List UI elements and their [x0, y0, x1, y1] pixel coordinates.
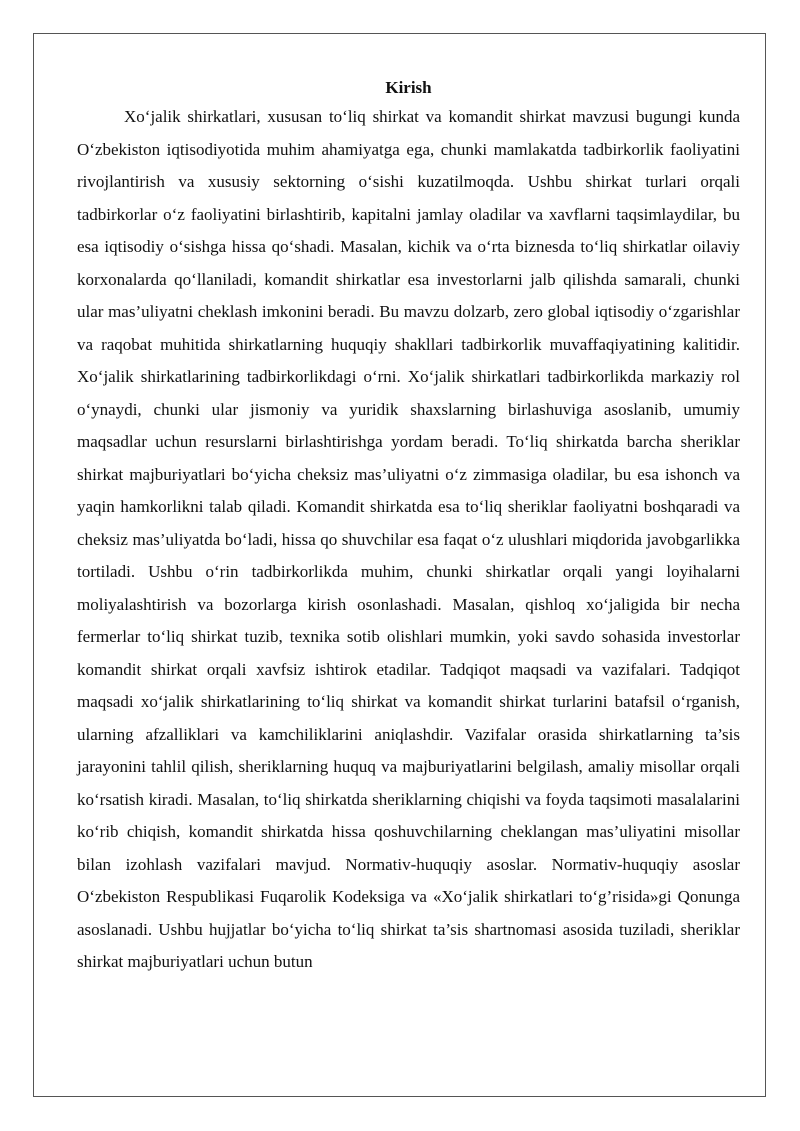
body-paragraph: Xo‘jalik shirkatlari, xususan to‘liq shirkat va komandit shirkat mavzusi bugungi kunda O‘zbekiston iqtisodiyotida muhim ahamiyatga ega, chunki mamlakatda tadbirkorlik faoliyatini rivojlantirish va xususiy sektorning o‘sishi kuzatilmoqda. Ushbu shirkat turlari orqali tadbirkorlar o‘z faoliyatini birlashtirib, kapitalni jamlay oladilar va xavflarni taqsimlaydilar, bu esa iqtisodiy o‘sishga hissa qo‘shadi. Masalan, kichik va o‘rta biznesda to‘liq shirkatlar oilaviy korxonalarda qo‘llaniladi, komandit shirkatlar esa investorlarni jalb qilishda samarali, chunki ular mas’uliyatni cheklash imkonini beradi. Bu mavzu dolzarb, zero global iqtisodiy o‘zgarishlar va raqobat muhitida shirkatlarning huquqiy shakllari tadbirkorlik muvaffaqiyatining kalitidir. Xo‘jalik shirkatlarining tadbirkorlikdagi o‘rni. Xo‘jalik shirkatlari tadbirkorlikda markaziy rol o‘ynaydi, chunki ular jismoniy va yuridik shaxslarning birlashuviga asoslanib, umumiy maqsadlar uchun resurslarni birlashtirishga yordam beradi. To‘liq shirkatda barcha sheriklar shirkat majburiyatlari bo‘yicha cheksiz mas’uliyatni o‘z zimmasiga oladilar, bu esa ishonch va yaqin hamkorlikni talab qiladi. Komandit shirkatda esa to‘liq sheriklar faoliyatni boshqaradi va cheksiz mas’uliyatda bo‘ladi, hissa qo shuvchilar esa faqat o‘z ulushlari miqdorida javobgarlikka tortiladi. Ushbu o‘rin tadbirkorlikda muhim, chunki shirkatlar orqali yangi loyihalarni moliyalashtirish va bozorlarga kirish osonlashadi. Masalan, qishloq xo‘jaligida bir necha fermerlar to‘liq shirkat tuzib, texnika sotib olishlari mumkin, yoki savdo sohasida investorlar komandit shirkat orqali xavfsiz ishtirok etadilar. Tadqiqot maqsadi va vazifalari. Tadqiqot maqsadi xo‘jalik shirkatlarining to‘liq shirkat va komandit shirkat turlarini batafsil o‘rganish, ularning afzalliklari va kamchiliklarini aniqlashdir. Vazifalar orasida shirkatlarning ta’sis jarayonini tahlil qilish, sheriklarning huquq va majburiyatlarini belgilash, amaliy misollar orqali ko‘rsatish kiradi. Masalan, to‘liq shirkatda sheriklarning chiqishi va foyda taqsimoti masalalarini ko‘rib chiqish, komandit shirkatda hissa qoshuvchilarning cheklangan mas’uliyatini misollar bilan izohlash vazifalari mavjud. Normativ-huquqiy asoslar. Normativ-huquqiy asoslar O‘zbekiston Respublikasi Fuqarolik Kodeksiga va «Xo‘jalik shirkatlari to‘g’risida»gi Qonunga asoslanadi. Ushbu hujjatlar bo‘yicha to‘liq shirkat ta’sis shartnomasi asosida tuziladi, sheriklar shirkat majburiyatlari uchun butun: [77, 107, 740, 971]
document-title: Kirish: [385, 78, 432, 97]
document-content: [77, 75, 740, 979]
